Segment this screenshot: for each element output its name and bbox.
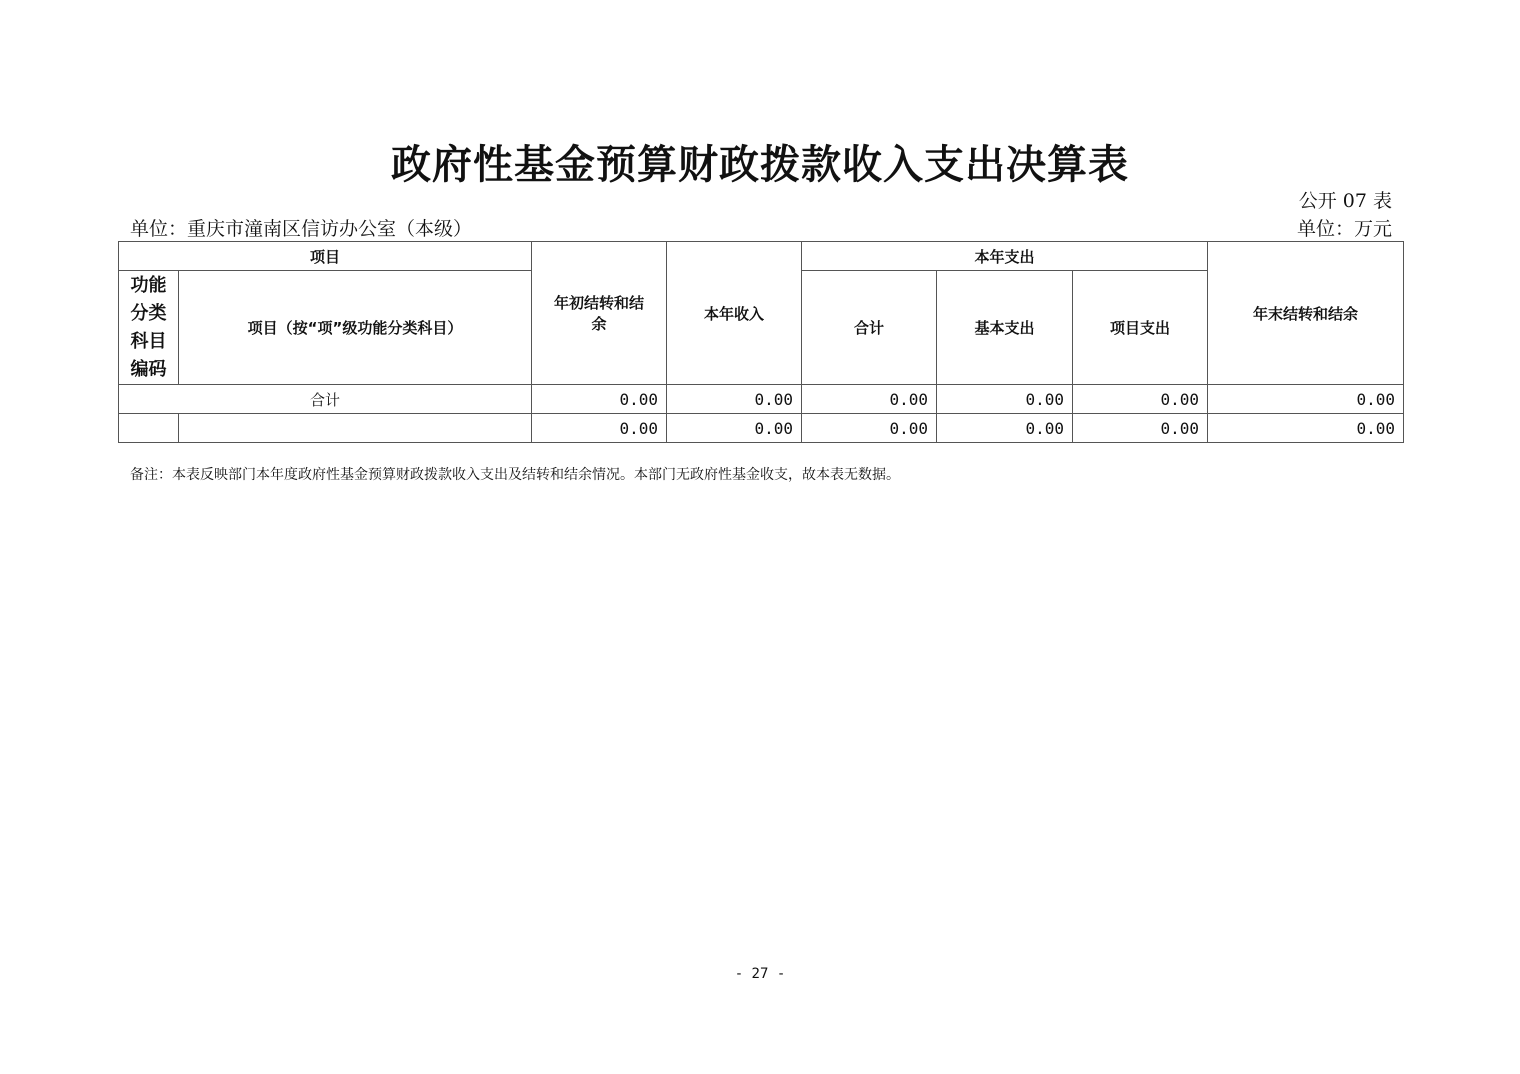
header-expense: 本年支出 <box>802 242 1208 271</box>
header-code-line-2: 分类 <box>130 302 167 324</box>
total-expense-total: 0.00 <box>802 385 937 414</box>
header-project: 项目 <box>119 242 532 271</box>
row-item <box>179 414 532 443</box>
total-label: 合计 <box>119 385 532 414</box>
header-income: 本年收入 <box>667 242 802 385</box>
unit-currency: 单位：万元 <box>1296 218 1392 240</box>
header-code-line-4: 编码 <box>130 358 167 380</box>
page-number: - 27 - <box>734 966 786 982</box>
header-begin-balance <box>532 242 667 385</box>
table-row <box>119 414 1404 443</box>
table-number: 公开 07 表 <box>1298 190 1392 212</box>
total-expense-basic: 0.00 <box>937 385 1073 414</box>
header-code <box>119 271 179 385</box>
header-begin-balance-line-1: 年初结转和结 <box>554 294 645 312</box>
row-expense-basic: 0.00 <box>937 414 1073 443</box>
header-begin-balance-line-2: 余 <box>591 315 607 333</box>
header-expense-basic: 基本支出 <box>937 271 1073 385</box>
row-income: 0.00 <box>667 414 802 443</box>
row-expense-project: 0.00 <box>1073 414 1208 443</box>
total-row <box>119 385 1404 414</box>
footnote: 备注：本表反映部门本年度政府性基金预算财政拨款收入支出及结转和结余情况。本部门无政府性基金收支，故本表无数据。 <box>130 467 900 483</box>
row-begin-balance: 0.00 <box>532 414 667 443</box>
header-code-line-3: 科目 <box>130 330 167 352</box>
total-begin-balance: 0.00 <box>532 385 667 414</box>
header-end-balance: 年末结转和结余 <box>1208 242 1404 385</box>
row-code <box>119 414 179 443</box>
header-expense-project: 项目支出 <box>1073 271 1208 385</box>
header-expense-total: 合计 <box>802 271 937 385</box>
row-expense-total: 0.00 <box>802 414 937 443</box>
header-code-line-1: 功能 <box>130 274 167 296</box>
unit-organization: 单位：重庆市潼南区信访办公室（本级） <box>130 218 473 240</box>
budget-table <box>118 241 1404 443</box>
header-row-1 <box>119 242 1404 271</box>
header-item: 项目（按“项”级功能分类科目） <box>179 271 532 385</box>
page-title: 政府性基金预算财政拨款收入支出决算表 <box>391 141 1129 188</box>
total-income: 0.00 <box>667 385 802 414</box>
total-end-balance: 0.00 <box>1208 385 1404 414</box>
total-expense-project: 0.00 <box>1073 385 1208 414</box>
row-end-balance: 0.00 <box>1208 414 1404 443</box>
